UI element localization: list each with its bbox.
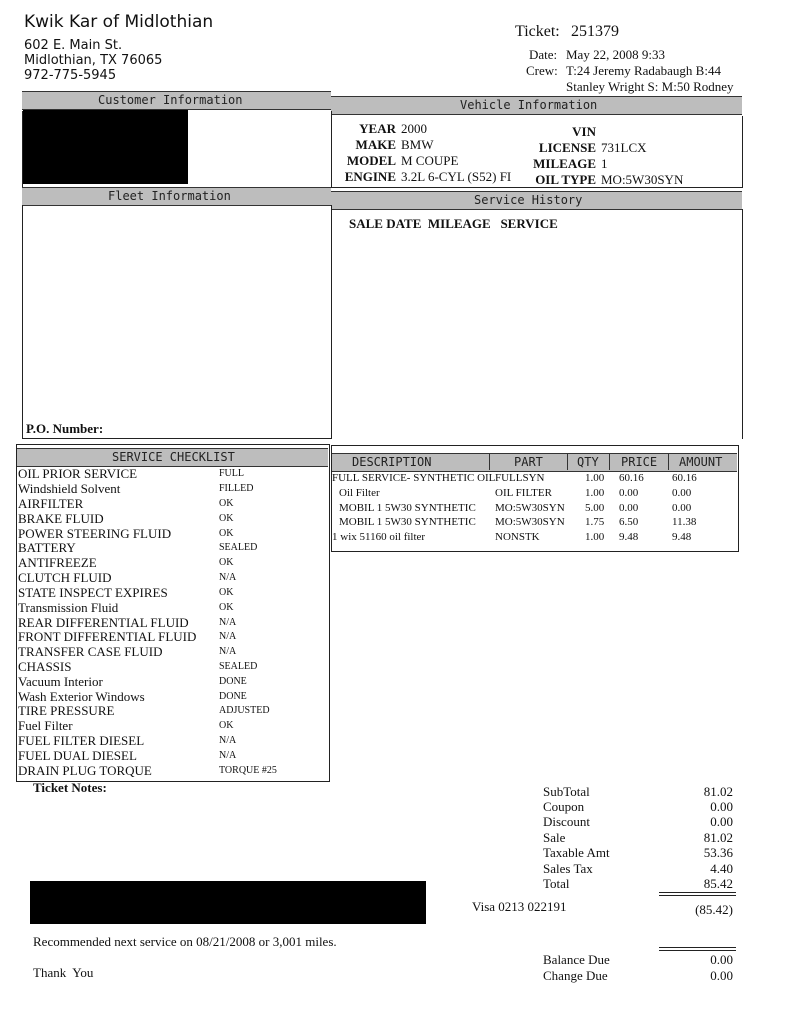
- vin-label: VIN: [572, 124, 596, 139]
- checklist-status: N/A: [219, 572, 237, 583]
- checklist-status: N/A: [219, 617, 237, 628]
- checklist-item: FRONT DIFFERENTIAL FLUID: [18, 629, 197, 644]
- vehicle-info-heading: Vehicle Information: [460, 98, 598, 112]
- crew-label: Crew:: [526, 63, 558, 78]
- line-amount: 9.48: [672, 531, 692, 543]
- checklist-item: AIRFILTER: [18, 496, 84, 511]
- checklist-item: Windshield Solvent: [18, 481, 121, 496]
- checklist-status: SEALED: [219, 661, 258, 672]
- engine-label: ENGINE: [344, 169, 396, 184]
- line-amount: 0.00: [672, 502, 692, 514]
- checklist-item: TRANSFER CASE FLUID: [18, 644, 163, 659]
- line-items-list: [332, 472, 737, 548]
- line-qty: 1.00: [585, 487, 605, 499]
- checklist-status: OK: [219, 528, 234, 539]
- checklist-status: ADJUSTED: [219, 705, 270, 716]
- service-checklist-heading: SERVICE CHECKLIST: [112, 450, 235, 464]
- line-price: 6.50: [619, 516, 639, 528]
- oil-type-label: OIL TYPE: [535, 172, 596, 187]
- line-description: MOBIL 1 5W30 SYNTHETIC: [339, 502, 476, 514]
- payment-label: Visa 0213 022191: [472, 899, 567, 914]
- checklist-item: BATTERY: [18, 540, 76, 555]
- checklist-item: Fuel Filter: [18, 718, 73, 733]
- checklist-status: TORQUE #25: [219, 765, 277, 776]
- payment-value: (85.42): [695, 902, 733, 917]
- checklist-item: BRAKE FLUID: [18, 511, 104, 526]
- line-qty: 5.00: [585, 502, 605, 514]
- line-part: NONSTK: [495, 531, 540, 543]
- col-qty: QTY: [577, 455, 599, 469]
- line-items-header-bar: [332, 453, 737, 472]
- ticket-notes-label: Ticket Notes:: [33, 780, 107, 795]
- model-value: M COUPE: [401, 153, 459, 168]
- checklist-item: Transmission Fluid: [18, 600, 119, 615]
- company-address-line1: 602 E. Main St.: [24, 38, 123, 53]
- col-part: PART: [514, 455, 543, 469]
- service-history-box: [331, 209, 743, 439]
- col-divider: [668, 453, 669, 470]
- service-history-column-headers: SALE DATE MILEAGE SERVICE: [349, 216, 558, 231]
- balance-label: Balance Due: [543, 952, 610, 967]
- service-checklist-bar: [17, 448, 328, 467]
- balance-value: 0.00: [710, 968, 733, 983]
- thank-you-text: Thank You: [33, 965, 94, 980]
- line-amount: 60.16: [672, 472, 697, 484]
- oil-type-value: MO:5W30SYN: [601, 172, 684, 187]
- make-value: BMW: [401, 137, 434, 152]
- checklist-status: N/A: [219, 735, 237, 746]
- ticket-date: May 22, 2008 9:33: [566, 47, 665, 62]
- company-name: Kwik Kar of Midlothian: [24, 12, 214, 32]
- total-label: Discount: [543, 814, 590, 829]
- total-value: 85.42: [703, 876, 733, 891]
- license-value: 731LCX: [601, 140, 647, 155]
- total-value: 53.36: [703, 845, 733, 860]
- line-amount: 0.00: [672, 487, 692, 499]
- total-label: Sale: [543, 830, 566, 845]
- line-description: 1 wix 51160 oil filter: [332, 531, 426, 543]
- line-qty: 1.00: [585, 472, 605, 484]
- checklist-item: CLUTCH FLUID: [18, 570, 112, 585]
- line-price: 0.00: [619, 487, 639, 499]
- service-history-heading: Service History: [474, 193, 583, 207]
- checklist-status: OK: [219, 587, 234, 598]
- checklist-item: CHASSIS: [18, 659, 72, 674]
- checklist-item: Wash Exterior Windows: [18, 689, 145, 704]
- redacted-customer-info: [23, 110, 188, 184]
- make-label: MAKE: [355, 137, 396, 152]
- line-part: FULLSYN: [495, 472, 545, 484]
- recommendation-text: Recommended next service on 08/21/2008 or 3,001 miles.: [33, 934, 337, 949]
- customer-info-bar: [22, 91, 331, 110]
- total-value: 4.40: [710, 861, 733, 876]
- checklist-item: TIRE PRESSURE: [18, 703, 115, 718]
- company-address-line2: Midlothian, TX 76065: [24, 53, 163, 68]
- fleet-info-bar: [22, 187, 331, 206]
- service-checklist-list: [18, 466, 328, 779]
- balance-label: Change Due: [543, 968, 608, 983]
- checklist-item: POWER STEERING FLUID: [18, 526, 172, 541]
- total-label: Total: [543, 876, 570, 891]
- line-price: 0.00: [619, 502, 639, 514]
- checklist-item: Vacuum Interior: [18, 674, 103, 689]
- balance-double-rule: [659, 947, 736, 951]
- company-phone: 972-775-5945: [24, 68, 117, 83]
- line-part: MO:5W30SYN: [495, 516, 565, 528]
- col-amount: AMOUNT: [679, 455, 723, 469]
- service-history-bar: [331, 191, 742, 210]
- checklist-status: N/A: [219, 750, 237, 761]
- total-label: Sales Tax: [543, 861, 593, 876]
- balance-value: 0.00: [710, 952, 733, 967]
- checklist-item: FUEL DUAL DIESEL: [18, 748, 137, 763]
- checklist-status: N/A: [219, 631, 237, 642]
- line-amount: 11.38: [672, 516, 697, 528]
- checklist-item: OIL PRIOR SERVICE: [18, 466, 138, 481]
- col-description: DESCRIPTION: [352, 455, 432, 469]
- date-label: Date:: [529, 47, 558, 62]
- checklist-item: DRAIN PLUG TORQUE: [18, 763, 152, 778]
- line-price: 60.16: [619, 472, 644, 484]
- checklist-item: REAR DIFFERENTIAL FLUID: [18, 615, 189, 630]
- totals-block: [540, 784, 740, 894]
- line-part: OIL FILTER: [495, 487, 552, 499]
- vehicle-info-bar: [331, 96, 742, 115]
- checklist-status: DONE: [219, 691, 247, 702]
- line-description: Oil Filter: [339, 487, 380, 499]
- ticket-label: Ticket:: [515, 23, 560, 40]
- total-value: 0.00: [710, 799, 733, 814]
- engine-value: 3.2L 6-CYL (S52) FI: [401, 169, 512, 184]
- license-label: LICENSE: [538, 140, 596, 155]
- checklist-status: OK: [219, 498, 234, 509]
- year-value: 2000: [401, 121, 427, 136]
- col-price: PRICE: [621, 455, 658, 469]
- col-divider: [609, 453, 610, 470]
- total-value: 0.00: [710, 814, 733, 829]
- customer-info-heading: Customer Information: [98, 93, 243, 107]
- line-description: FULL SERVICE- SYNTHETIC OIL: [332, 472, 496, 484]
- checklist-item: STATE INSPECT EXPIRES: [18, 585, 168, 600]
- line-part: MO:5W30SYN: [495, 502, 565, 514]
- total-double-rule: [659, 892, 736, 896]
- fleet-info-heading: Fleet Information: [108, 189, 231, 203]
- line-qty: 1.75: [585, 516, 605, 528]
- checklist-status: OK: [219, 720, 234, 731]
- model-label: MODEL: [346, 153, 396, 168]
- mileage-label: MILEAGE: [533, 156, 596, 171]
- checklist-status: SEALED: [219, 542, 258, 553]
- total-label: SubTotal: [543, 784, 590, 799]
- checklist-status: FILLED: [219, 483, 254, 494]
- crew-line1: T:24 Jeremy Radabaugh B:44: [566, 63, 721, 78]
- redacted-notes: [30, 881, 426, 924]
- checklist-status: N/A: [219, 646, 237, 657]
- checklist-status: DONE: [219, 676, 247, 687]
- checklist-item: FUEL FILTER DIESEL: [18, 733, 145, 748]
- po-number-label: P.O. Number:: [26, 421, 104, 436]
- checklist-status: OK: [219, 557, 234, 568]
- fleet-info-box: [22, 205, 332, 439]
- col-divider: [567, 453, 568, 470]
- total-value: 81.02: [703, 784, 733, 799]
- total-label: Taxable Amt: [543, 845, 610, 860]
- line-qty: 1.00: [585, 531, 605, 543]
- line-description: MOBIL 1 5W30 SYNTHETIC: [339, 516, 476, 528]
- line-price: 9.48: [619, 531, 639, 543]
- balance-block: [540, 952, 740, 986]
- crew-line2: Stanley Wright S: M:50 Rodney: [566, 79, 734, 94]
- ticket-number: 251379: [571, 23, 619, 40]
- mileage-value: 1: [601, 156, 608, 171]
- checklist-status: OK: [219, 602, 234, 613]
- total-label: Coupon: [543, 799, 585, 814]
- checklist-status: FULL: [219, 468, 244, 479]
- year-label: YEAR: [359, 121, 396, 136]
- total-value: 81.02: [703, 830, 733, 845]
- col-divider: [489, 453, 490, 470]
- checklist-status: OK: [219, 513, 234, 524]
- checklist-item: ANTIFREEZE: [18, 555, 97, 570]
